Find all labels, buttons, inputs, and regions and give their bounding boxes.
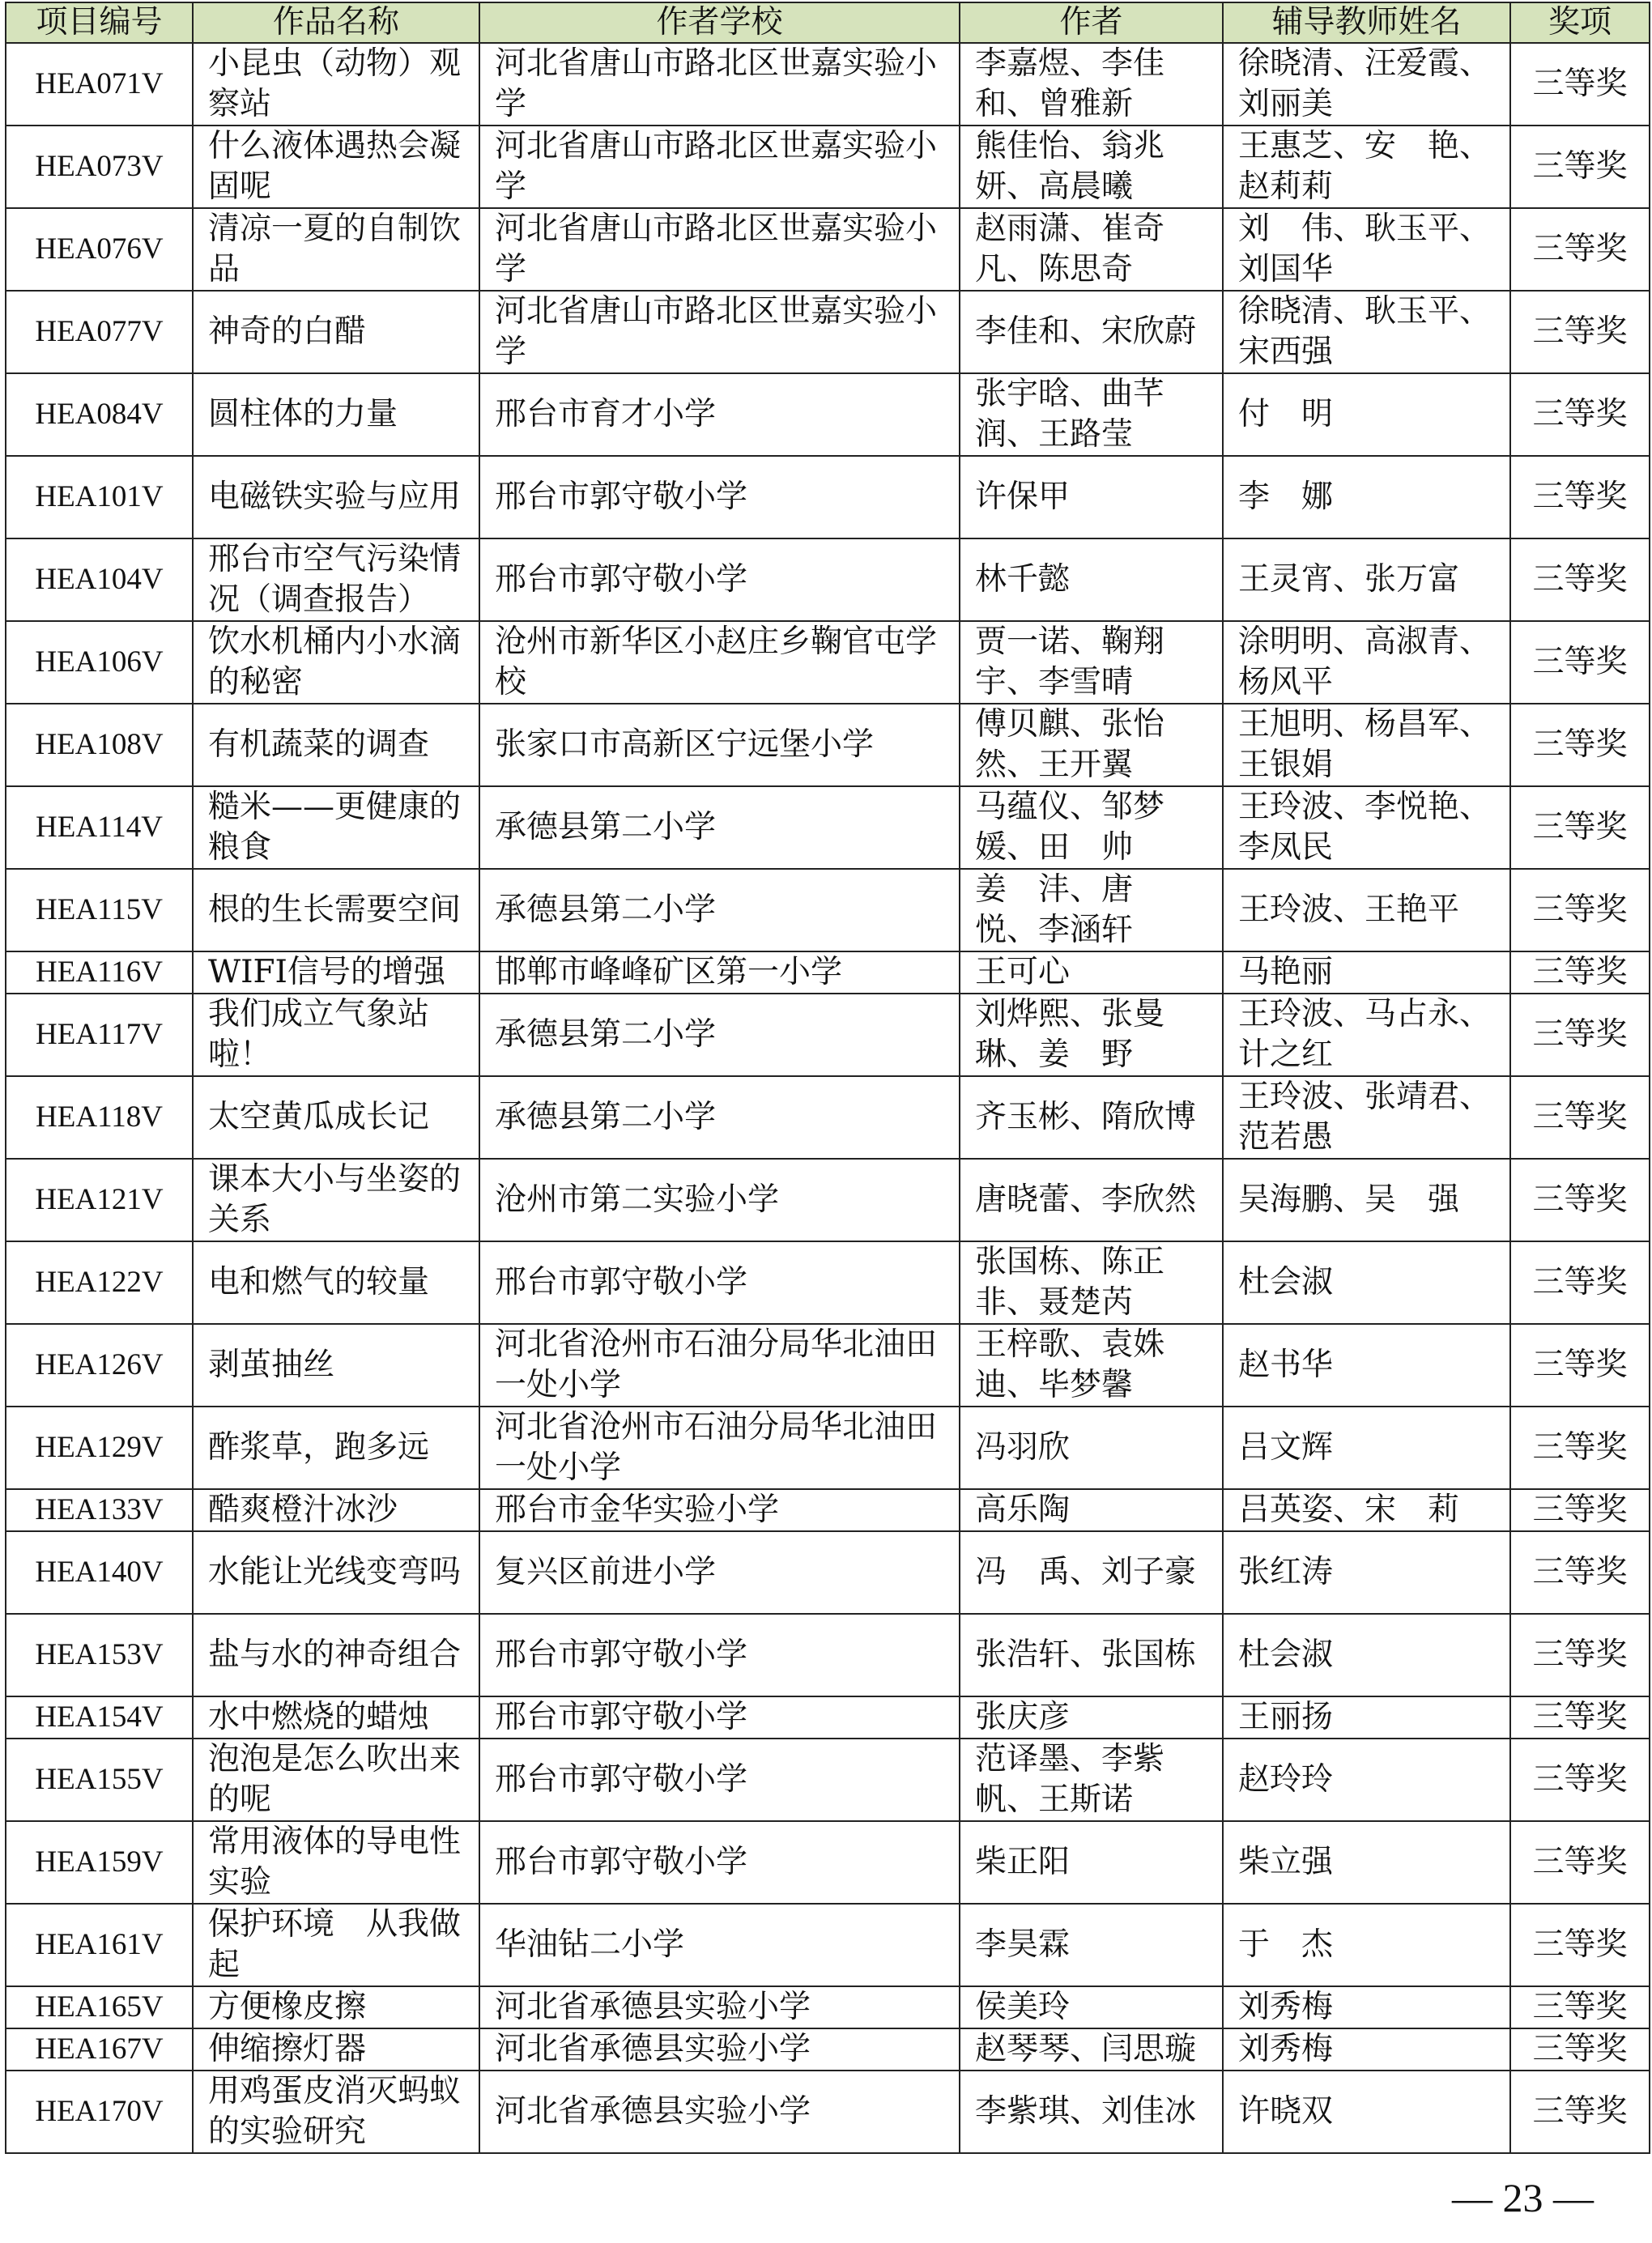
author-school-cell: 邢台市郭守敬小学 xyxy=(479,1614,960,1696)
table-row xyxy=(6,1076,1650,1159)
work-name-cell: 保护环境 从我做起 xyxy=(193,1904,479,1986)
project-code-cell: HEA073V xyxy=(6,126,193,208)
project-code-cell: HEA133V xyxy=(6,1489,193,1531)
table-row xyxy=(6,1407,1650,1489)
award-cell: 三等奖 xyxy=(1510,1614,1650,1696)
table-row xyxy=(6,2028,1650,2071)
header-project-code: 项目编号 xyxy=(6,2,193,43)
work-name-cell: 小昆虫（动物）观察站 xyxy=(193,43,479,126)
table-row xyxy=(6,1904,1650,1986)
award-cell: 三等奖 xyxy=(1510,1696,1650,1739)
project-code-cell: HEA159V xyxy=(6,1821,193,1904)
work-name-cell: 根的生长需要空间 xyxy=(193,869,479,951)
author-school-cell: 河北省承德县实验小学 xyxy=(479,2071,960,2153)
teacher-cell: 吕文辉 xyxy=(1223,1407,1510,1489)
work-name-cell: 我们成立气象站啦！ xyxy=(193,994,479,1076)
award-cell: 三等奖 xyxy=(1510,1739,1650,1821)
table-row xyxy=(6,621,1650,704)
award-cell: 三等奖 xyxy=(1510,1986,1650,2028)
author-school-cell: 邢台市郭守敬小学 xyxy=(479,1696,960,1739)
author-school-cell: 邢台市金华实验小学 xyxy=(479,1489,960,1531)
award-cell: 三等奖 xyxy=(1510,373,1650,456)
author-school-cell: 河北省唐山市路北区世嘉实验小学 xyxy=(479,291,960,373)
work-name-cell: 饮水机桶内小水滴的秘密 xyxy=(193,621,479,704)
award-cell: 三等奖 xyxy=(1510,1076,1650,1159)
work-name-cell: 剥茧抽丝 xyxy=(193,1324,479,1407)
project-code-cell: HEA154V xyxy=(6,1696,193,1739)
award-cell: 三等奖 xyxy=(1510,951,1650,994)
teacher-cell: 王玲波、马占永、计之红 xyxy=(1223,994,1510,1076)
work-name-cell: WIFI信号的增强 xyxy=(193,951,479,994)
project-code-cell: HEA076V xyxy=(6,208,193,291)
table-row xyxy=(6,373,1650,456)
author-cell: 姜 沣、唐 悦、李涵轩 xyxy=(960,869,1223,951)
table-row xyxy=(6,1159,1650,1241)
table-header xyxy=(6,2,1650,43)
author-school-cell: 河北省沧州市石油分局华北油田一处小学 xyxy=(479,1407,960,1489)
author-cell: 唐晓蕾、李欣然 xyxy=(960,1159,1223,1241)
table-row xyxy=(6,456,1650,538)
project-code-cell: HEA106V xyxy=(6,621,193,704)
teacher-cell: 王玲波、李悦艳、李凤民 xyxy=(1223,786,1510,869)
header-work-name: 作品名称 xyxy=(193,2,479,43)
teacher-cell: 马艳丽 xyxy=(1223,951,1510,994)
table-row xyxy=(6,538,1650,621)
author-cell: 贾一诺、鞠翔宇、李雪晴 xyxy=(960,621,1223,704)
author-cell: 李嘉煜、李佳和、曾雅新 xyxy=(960,43,1223,126)
teacher-cell: 涂明明、高淑青、杨风平 xyxy=(1223,621,1510,704)
author-cell: 王梓歌、袁姝迪、毕梦馨 xyxy=(960,1324,1223,1407)
work-name-cell: 电磁铁实验与应用 xyxy=(193,456,479,538)
author-school-cell: 邢台市郭守敬小学 xyxy=(479,456,960,538)
author-cell: 熊佳怡、翁兆妍、高晨曦 xyxy=(960,126,1223,208)
work-name-cell: 方便橡皮擦 xyxy=(193,1986,479,2028)
award-cell: 三等奖 xyxy=(1510,291,1650,373)
table-row xyxy=(6,208,1650,291)
work-name-cell: 太空黄瓜成长记 xyxy=(193,1076,479,1159)
work-name-cell: 课本大小与坐姿的关系 xyxy=(193,1159,479,1241)
project-code-cell: HEA071V xyxy=(6,43,193,126)
author-cell: 李佳和、宋欣蔚 xyxy=(960,291,1223,373)
table-row xyxy=(6,1821,1650,1904)
author-school-cell: 邯郸市峰峰矿区第一小学 xyxy=(479,951,960,994)
table-row xyxy=(6,43,1650,126)
author-school-cell: 张家口市高新区宁远堡小学 xyxy=(479,704,960,786)
author-cell: 冯羽欣 xyxy=(960,1407,1223,1489)
author-school-cell: 邢台市郭守敬小学 xyxy=(479,1241,960,1324)
project-code-cell: HEA170V xyxy=(6,2071,193,2153)
work-name-cell: 盐与水的神奇组合 xyxy=(193,1614,479,1696)
project-code-cell: HEA167V xyxy=(6,2028,193,2071)
award-cell: 三等奖 xyxy=(1510,869,1650,951)
project-code-cell: HEA165V xyxy=(6,1986,193,2028)
teacher-cell: 吕英姿、宋 莉 xyxy=(1223,1489,1510,1531)
table-row xyxy=(6,869,1650,951)
author-cell: 范译墨、李紫帆、王斯诺 xyxy=(960,1739,1223,1821)
table-row xyxy=(6,1614,1650,1696)
award-cell: 三等奖 xyxy=(1510,1241,1650,1324)
project-code-cell: HEA115V xyxy=(6,869,193,951)
author-school-cell: 沧州市第二实验小学 xyxy=(479,1159,960,1241)
work-name-cell: 清凉一夏的自制饮品 xyxy=(193,208,479,291)
table-row xyxy=(6,291,1650,373)
teacher-cell: 刘 伟、耿玉平、刘国华 xyxy=(1223,208,1510,291)
author-cell: 王可心 xyxy=(960,951,1223,994)
work-name-cell: 伸缩擦灯器 xyxy=(193,2028,479,2071)
work-name-cell: 糙米——更健康的粮食 xyxy=(193,786,479,869)
teacher-cell: 于 杰 xyxy=(1223,1904,1510,1986)
author-school-cell: 邢台市郭守敬小学 xyxy=(479,1739,960,1821)
teacher-cell: 王玲波、张靖君、范若愚 xyxy=(1223,1076,1510,1159)
teacher-cell: 徐晓清、汪爱霞、刘丽美 xyxy=(1223,43,1510,126)
table-row xyxy=(6,951,1650,994)
project-code-cell: HEA118V xyxy=(6,1076,193,1159)
work-name-cell: 酢浆草，跑多远 xyxy=(193,1407,479,1489)
award-cell: 三等奖 xyxy=(1510,994,1650,1076)
work-name-cell: 电和燃气的较量 xyxy=(193,1241,479,1324)
work-name-cell: 邢台市空气污染情况（调查报告） xyxy=(193,538,479,621)
table-row xyxy=(6,704,1650,786)
project-code-cell: HEA108V xyxy=(6,704,193,786)
author-school-cell: 河北省唐山市路北区世嘉实验小学 xyxy=(479,208,960,291)
author-school-cell: 河北省唐山市路北区世嘉实验小学 xyxy=(479,43,960,126)
header-row xyxy=(6,2,1650,43)
work-name-cell: 有机蔬菜的调查 xyxy=(193,704,479,786)
award-cell: 三等奖 xyxy=(1510,1159,1650,1241)
table-row xyxy=(6,1739,1650,1821)
work-name-cell: 水中燃烧的蜡烛 xyxy=(193,1696,479,1739)
award-cell: 三等奖 xyxy=(1510,1407,1650,1489)
author-school-cell: 承德县第二小学 xyxy=(479,786,960,869)
author-cell: 张浩轩、张国栋 xyxy=(960,1614,1223,1696)
teacher-cell: 王玲波、王艳平 xyxy=(1223,869,1510,951)
header-author: 作者 xyxy=(960,2,1223,43)
author-cell: 张国栋、陈正非、聂楚芮 xyxy=(960,1241,1223,1324)
project-code-cell: HEA104V xyxy=(6,538,193,621)
award-cell: 三等奖 xyxy=(1510,704,1650,786)
project-code-cell: HEA129V xyxy=(6,1407,193,1489)
teacher-cell: 张红涛 xyxy=(1223,1531,1510,1614)
table-row xyxy=(6,1489,1650,1531)
work-name-cell: 圆柱体的力量 xyxy=(193,373,479,456)
work-name-cell: 酷爽橙汁冰沙 xyxy=(193,1489,479,1531)
project-code-cell: HEA126V xyxy=(6,1324,193,1407)
author-cell: 林千懿 xyxy=(960,538,1223,621)
teacher-cell: 王灵宵、张万富 xyxy=(1223,538,1510,621)
teacher-cell: 王丽扬 xyxy=(1223,1696,1510,1739)
author-cell: 李昊霖 xyxy=(960,1904,1223,1986)
work-name-cell: 常用液体的导电性实验 xyxy=(193,1821,479,1904)
table-body xyxy=(6,43,1650,2153)
teacher-cell: 王惠芝、安 艳、赵莉莉 xyxy=(1223,126,1510,208)
author-school-cell: 河北省唐山市路北区世嘉实验小学 xyxy=(479,126,960,208)
teacher-cell: 赵书华 xyxy=(1223,1324,1510,1407)
table-row xyxy=(6,126,1650,208)
award-cell: 三等奖 xyxy=(1510,43,1650,126)
teacher-cell: 徐晓清、耿玉平、宋西强 xyxy=(1223,291,1510,373)
author-school-cell: 河北省沧州市石油分局华北油田一处小学 xyxy=(479,1324,960,1407)
table-row xyxy=(6,1241,1650,1324)
awards-table xyxy=(5,2,1650,2154)
award-cell: 三等奖 xyxy=(1510,786,1650,869)
project-code-cell: HEA114V xyxy=(6,786,193,869)
award-cell: 三等奖 xyxy=(1510,2071,1650,2153)
project-code-cell: HEA161V xyxy=(6,1904,193,1986)
author-cell: 张宇晗、曲芊润、王路莹 xyxy=(960,373,1223,456)
work-name-cell: 泡泡是怎么吹出来的呢 xyxy=(193,1739,479,1821)
author-school-cell: 承德县第二小学 xyxy=(479,1076,960,1159)
author-cell: 许保甲 xyxy=(960,456,1223,538)
teacher-cell: 付 明 xyxy=(1223,373,1510,456)
work-name-cell: 用鸡蛋皮消灭蚂蚁的实验研究 xyxy=(193,2071,479,2153)
table-row xyxy=(6,1324,1650,1407)
header-award: 奖项 xyxy=(1510,2,1650,43)
author-school-cell: 复兴区前进小学 xyxy=(479,1531,960,1614)
teacher-cell: 王旭明、杨昌军、王银娟 xyxy=(1223,704,1510,786)
table-row xyxy=(6,786,1650,869)
author-cell: 赵琴琴、闫思璇 xyxy=(960,2028,1223,2071)
work-name-cell: 水能让光线变弯吗 xyxy=(193,1531,479,1614)
author-cell: 冯 禹、刘子豪 xyxy=(960,1531,1223,1614)
page-number: — 23 — xyxy=(1452,2175,1594,2220)
author-cell: 刘烨熙、张曼琳、姜 野 xyxy=(960,994,1223,1076)
project-code-cell: HEA084V xyxy=(6,373,193,456)
project-code-cell: HEA122V xyxy=(6,1241,193,1324)
project-code-cell: HEA101V xyxy=(6,456,193,538)
table-row xyxy=(6,994,1650,1076)
project-code-cell: HEA140V xyxy=(6,1531,193,1614)
teacher-cell: 许晓双 xyxy=(1223,2071,1510,2153)
award-cell: 三等奖 xyxy=(1510,456,1650,538)
award-cell: 三等奖 xyxy=(1510,2028,1650,2071)
author-school-cell: 承德县第二小学 xyxy=(479,869,960,951)
author-school-cell: 邢台市郭守敬小学 xyxy=(479,538,960,621)
teacher-cell: 刘秀梅 xyxy=(1223,1986,1510,2028)
table-row xyxy=(6,1986,1650,2028)
teacher-cell: 柴立强 xyxy=(1223,1821,1510,1904)
header-teacher: 辅导教师姓名 xyxy=(1223,2,1510,43)
table-row xyxy=(6,1531,1650,1614)
author-cell: 高乐陶 xyxy=(960,1489,1223,1531)
author-school-cell: 河北省承德县实验小学 xyxy=(479,2028,960,2071)
author-cell: 马蕴仪、邹梦媛、田 帅 xyxy=(960,786,1223,869)
author-school-cell: 邢台市郭守敬小学 xyxy=(479,1821,960,1904)
teacher-cell: 李 娜 xyxy=(1223,456,1510,538)
author-cell: 赵雨潇、崔奇凡、陈思奇 xyxy=(960,208,1223,291)
award-cell: 三等奖 xyxy=(1510,621,1650,704)
table-row xyxy=(6,1696,1650,1739)
teacher-cell: 赵玲玲 xyxy=(1223,1739,1510,1821)
author-cell: 傅贝麒、张怡然、王开翼 xyxy=(960,704,1223,786)
award-cell: 三等奖 xyxy=(1510,1531,1650,1614)
author-cell: 齐玉彬、隋欣博 xyxy=(960,1076,1223,1159)
author-school-cell: 河北省承德县实验小学 xyxy=(479,1986,960,2028)
award-cell: 三等奖 xyxy=(1510,1489,1650,1531)
author-school-cell: 承德县第二小学 xyxy=(479,994,960,1076)
project-code-cell: HEA117V xyxy=(6,994,193,1076)
table-row xyxy=(6,2071,1650,2153)
award-cell: 三等奖 xyxy=(1510,126,1650,208)
work-name-cell: 什么液体遇热会凝固呢 xyxy=(193,126,479,208)
teacher-cell: 刘秀梅 xyxy=(1223,2028,1510,2071)
award-cell: 三等奖 xyxy=(1510,208,1650,291)
project-code-cell: HEA077V xyxy=(6,291,193,373)
author-school-cell: 华油钻二小学 xyxy=(479,1904,960,1986)
award-cell: 三等奖 xyxy=(1510,1324,1650,1407)
project-code-cell: HEA121V xyxy=(6,1159,193,1241)
project-code-cell: HEA116V xyxy=(6,951,193,994)
header-author-school: 作者学校 xyxy=(479,2,960,43)
teacher-cell: 杜会淑 xyxy=(1223,1614,1510,1696)
project-code-cell: HEA153V xyxy=(6,1614,193,1696)
award-cell: 三等奖 xyxy=(1510,538,1650,621)
work-name-cell: 神奇的白醋 xyxy=(193,291,479,373)
project-code-cell: HEA155V xyxy=(6,1739,193,1821)
author-cell: 柴正阳 xyxy=(960,1821,1223,1904)
author-cell: 张庆彦 xyxy=(960,1696,1223,1739)
author-cell: 李紫琪、刘佳冰 xyxy=(960,2071,1223,2153)
author-school-cell: 沧州市新华区小赵庄乡鞠官屯学校 xyxy=(479,621,960,704)
teacher-cell: 杜会淑 xyxy=(1223,1241,1510,1324)
award-cell: 三等奖 xyxy=(1510,1904,1650,1986)
author-school-cell: 邢台市育才小学 xyxy=(479,373,960,456)
author-cell: 侯美玲 xyxy=(960,1986,1223,2028)
teacher-cell: 吴海鹏、吴 强 xyxy=(1223,1159,1510,1241)
award-cell: 三等奖 xyxy=(1510,1821,1650,1904)
